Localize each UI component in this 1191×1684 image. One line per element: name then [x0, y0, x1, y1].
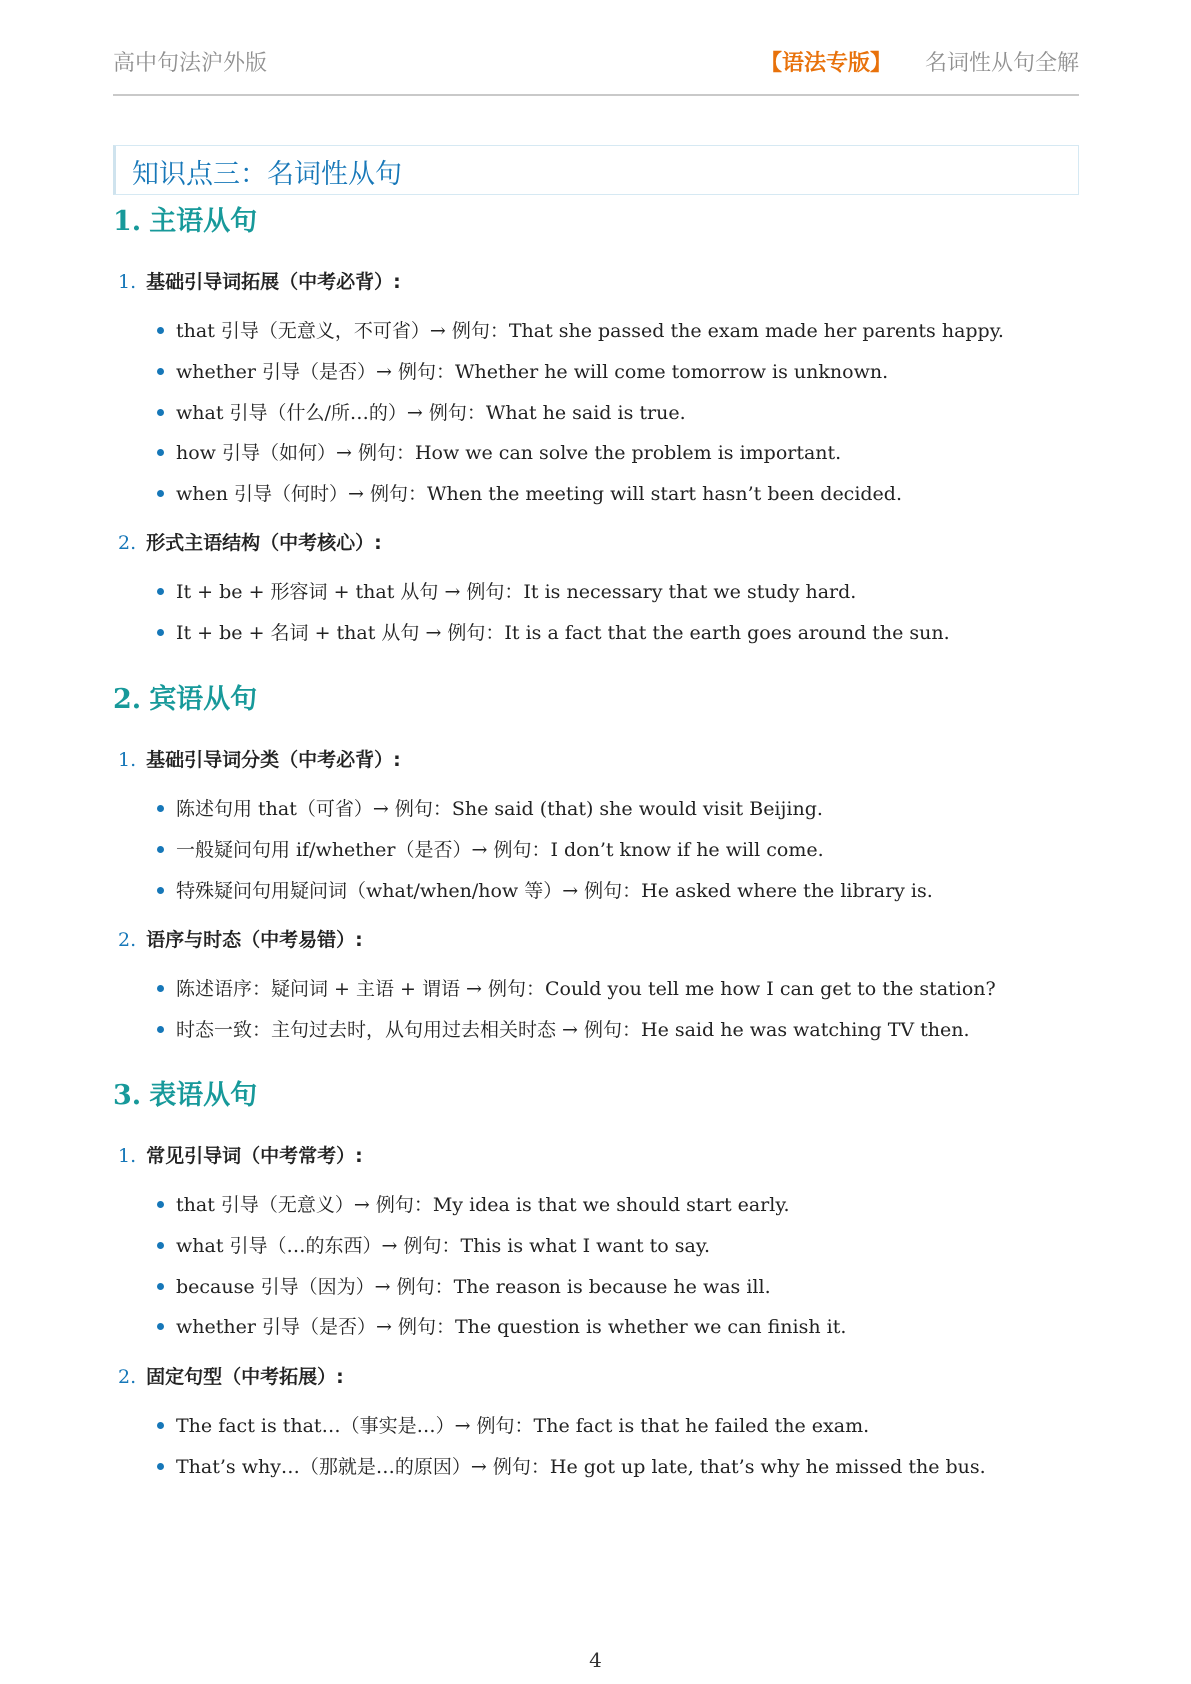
- list-item-text: 陈述句用 that（可省）→ 例句：She said (that) she would visit Beijing.: [176, 798, 823, 820]
- list-item-text: It + be + 名词 + that 从句 → 例句：It is a fact that the earth goes around the sun.: [176, 622, 950, 644]
- list-item: [157, 1452, 986, 1479]
- list-item-text: 陈述语序：疑问词 + 主语 + 谓语 → 例句：Could you tell me how I can get to the station?: [176, 978, 996, 1000]
- list-item-text: how 引导（如何）→ 例句：How we can solve the problem is important.: [176, 442, 842, 464]
- subsection-number: 2.: [118, 532, 137, 554]
- section-number: 2.: [113, 684, 142, 715]
- subsection-heading: [118, 745, 401, 772]
- bullet-icon: [157, 449, 164, 456]
- bullet-icon: [157, 1201, 164, 1208]
- knowledge-point-box: [113, 145, 1079, 195]
- subsection-heading: [118, 1362, 344, 1389]
- header-right-title: 名词性从句全解: [924, 51, 1079, 76]
- bullet-icon: [157, 887, 164, 894]
- subsection-heading: [118, 267, 401, 294]
- subsection-number: 1.: [118, 749, 137, 771]
- list-item-text: It + be + 形容词 + that 从句 → 例句：It is necessary that we study hard.: [176, 581, 857, 603]
- bullet-icon: [157, 588, 164, 595]
- list-item: [157, 1015, 970, 1042]
- list-item: [157, 974, 996, 1001]
- subsection-title: 基础引导词分类（中考必背）:: [146, 749, 401, 771]
- subsection-title: 常见引导词（中考常考）:: [146, 1145, 363, 1167]
- bullet-icon: [157, 1323, 164, 1330]
- bullet-icon: [157, 1422, 164, 1429]
- list-item: [157, 876, 933, 903]
- subsection-number: 1.: [118, 271, 137, 293]
- list-item: [157, 577, 856, 604]
- list-item: [157, 357, 888, 384]
- section-title-text: 宾语从句: [149, 684, 258, 715]
- list-item-text: The fact is that…（事实是…）→ 例句：The fact is that he failed the exam.: [176, 1415, 870, 1437]
- section-title-text: 表语从句: [149, 1080, 258, 1111]
- bullet-icon: [157, 1026, 164, 1033]
- section-number: 1.: [113, 206, 142, 237]
- header-right: [760, 46, 1079, 77]
- bullet-icon: [157, 409, 164, 416]
- list-item-text: what 引导（…的东西）→ 例句：This is what I want to say.: [176, 1235, 711, 1257]
- list-item-text: what 引导（什么/所…的）→ 例句：What he said is true.: [176, 402, 686, 424]
- section-title-text: 主语从句: [149, 206, 258, 237]
- subsection-heading: [118, 925, 363, 952]
- bullet-icon: [157, 1463, 164, 1470]
- list-item: [157, 1272, 771, 1299]
- list-item: [157, 438, 841, 465]
- subsection-title: 形式主语结构（中考核心）:: [146, 532, 382, 554]
- list-item: [157, 398, 686, 425]
- list-item-text: because 引导（因为）→ 例句：The reason is because he was ill.: [176, 1276, 771, 1298]
- subsection-heading: [118, 1141, 363, 1168]
- bullet-icon: [157, 368, 164, 375]
- section-title: [113, 199, 257, 238]
- header-divider: [113, 94, 1079, 96]
- subsection-number: 2.: [118, 929, 137, 951]
- header-left-title: 高中句法沪外版: [113, 51, 268, 76]
- section-number: 3.: [113, 1080, 142, 1111]
- bullet-icon: [157, 846, 164, 853]
- list-item-text: 一般疑问句用 if/whether（是否）→ 例句：I don’t know if he will come.: [176, 839, 824, 861]
- subsection-title: 基础引导词拓展（中考必背）:: [146, 271, 401, 293]
- list-item: [157, 1312, 846, 1339]
- subsection-number: 1.: [118, 1145, 137, 1167]
- list-item-text: 特殊疑问句用疑问词（what/when/how 等）→ 例句：He asked where the library is.: [176, 880, 933, 902]
- list-item-text: 时态一致：主句过去时，从句用过去相关时态 → 例句：He said he was watching TV then.: [176, 1019, 970, 1041]
- list-item-text: when 引导（何时）→ 例句：When the meeting will start hasn’t been decided.: [176, 483, 903, 505]
- header-tag: 【语法专版】: [759, 51, 892, 76]
- subsection-title: 固定句型（中考拓展）:: [146, 1366, 344, 1388]
- bullet-icon: [157, 1242, 164, 1249]
- list-item-text: whether 引导（是否）→ 例句：The question is whether we can finish it.: [176, 1316, 847, 1338]
- bullet-icon: [157, 805, 164, 812]
- section-title: [113, 677, 257, 716]
- subsection-title: 语序与时态（中考易错）:: [146, 929, 363, 951]
- section-title: [113, 1073, 257, 1112]
- bullet-icon: [157, 490, 164, 497]
- list-item-text: that 引导（无意义，不可省）→ 例句：That she passed the exam made her parents happy.: [176, 320, 1004, 342]
- list-item: [157, 1411, 869, 1438]
- bullet-icon: [157, 985, 164, 992]
- list-item: [157, 479, 902, 506]
- list-item: [157, 618, 950, 645]
- list-item-text: that 引导（无意义）→ 例句：My idea is that we should start early.: [176, 1194, 790, 1216]
- knowledge-point-title: 知识点三：名词性从句: [132, 159, 402, 190]
- subsection-heading: [118, 528, 382, 555]
- list-item: [157, 794, 823, 821]
- page-number: 4: [589, 1648, 602, 1672]
- list-item: [157, 316, 1004, 343]
- bullet-icon: [157, 327, 164, 334]
- list-item-text: That’s why…（那就是…的原因）→ 例句：He got up late, that’s why he missed the bus.: [176, 1456, 986, 1478]
- subsection-number: 2.: [118, 1366, 137, 1388]
- list-item-text: whether 引导（是否）→ 例句：Whether he will come tomorrow is unknown.: [176, 361, 889, 383]
- list-item: [157, 835, 824, 862]
- list-item: [157, 1231, 710, 1258]
- list-item: [157, 1190, 790, 1217]
- bullet-icon: [157, 1283, 164, 1290]
- bullet-icon: [157, 629, 164, 636]
